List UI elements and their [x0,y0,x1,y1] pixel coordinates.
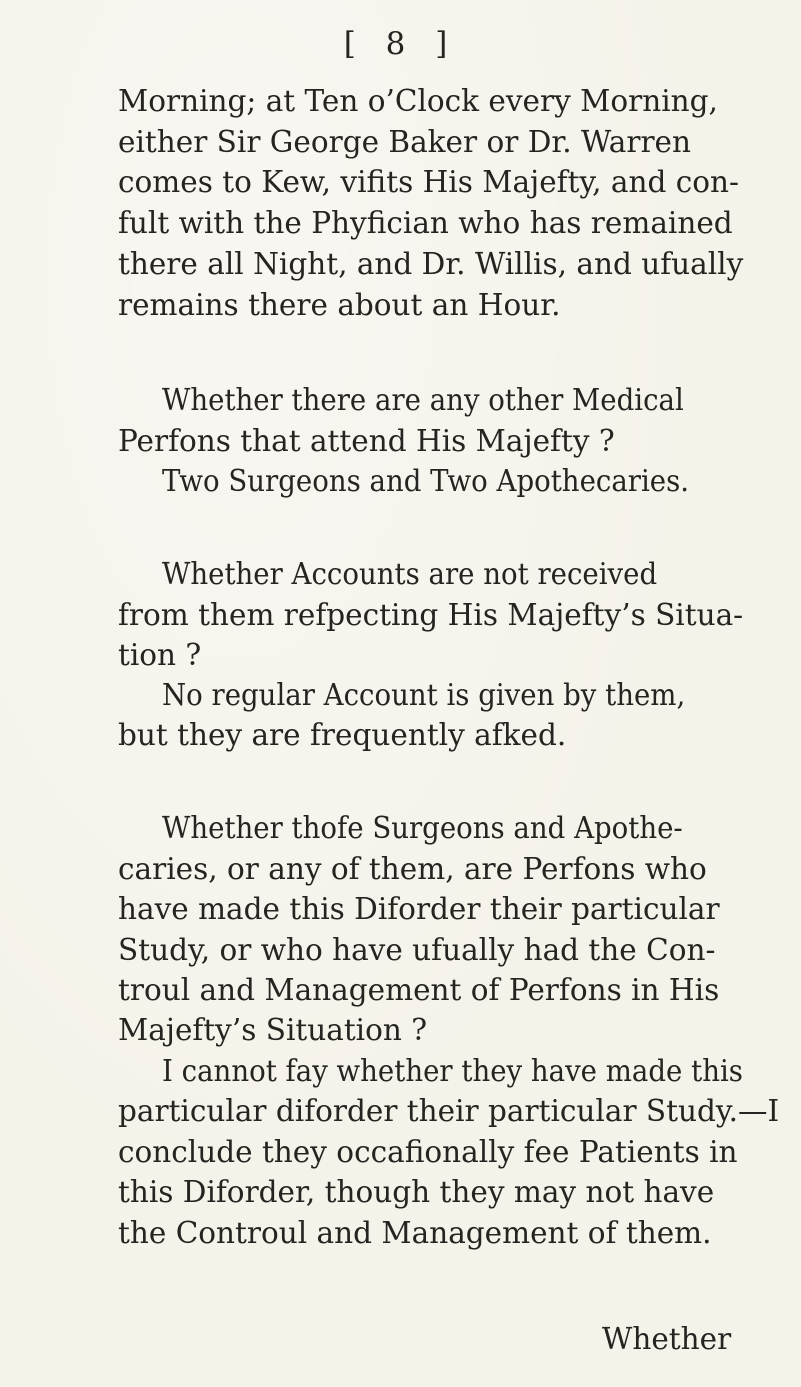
answer-line: I cannot fay whether they have made this [162,1054,743,1088]
answer-line: conclude they occafionally fee Patients in [118,1135,738,1169]
text-line: there all Night, and Dr. Willis, and ufually [118,247,744,281]
answer-line: but they are frequently afked. [118,718,567,752]
question-line: Whether there are any other Medical [162,383,684,417]
question-line: troul and Management of Perfons in His [118,973,720,1007]
answer-line: this Diforder, though they may not have [118,1175,715,1209]
answer-line: the Controul and Management of them. [118,1216,712,1250]
text-line: Morning; at Ten o’Clock every Morning, [118,84,718,118]
answer-line: Two Surgeons and Two Apothecaries. [162,464,690,498]
question-line: caries, or any of them, are Perfons who [118,852,707,886]
question-line: Perfons that attend His Majefty ? [118,424,615,458]
question-line: tion ? [118,638,202,672]
question-line: have made this Diforder their particular [118,892,720,926]
answer-line: particular diforder their particular Study.—I [118,1094,780,1128]
text-line: comes to Kew, vifits His Majefty, and con- [118,165,740,199]
page-number: [ 8 ] [343,26,458,62]
text-line: remains there about an Hour. [118,288,561,322]
question-line: Study, or who have ufually had the Con- [118,933,716,967]
answer-line: No regular Account is given by them, [162,678,686,712]
catchword: Whether [602,1322,732,1356]
text-line: either Sir George Baker or Dr. Warren [118,125,692,159]
question-line: Whether thofe Surgeons and Apothe- [162,811,683,845]
text-line: fult with the Phyfician who has remained [118,206,733,240]
question-line: Majefty’s Situation ? [118,1013,428,1047]
question-line: from them refpecting His Majefty’s Situa- [118,598,744,632]
question-line: Whether Accounts are not received [162,557,658,591]
